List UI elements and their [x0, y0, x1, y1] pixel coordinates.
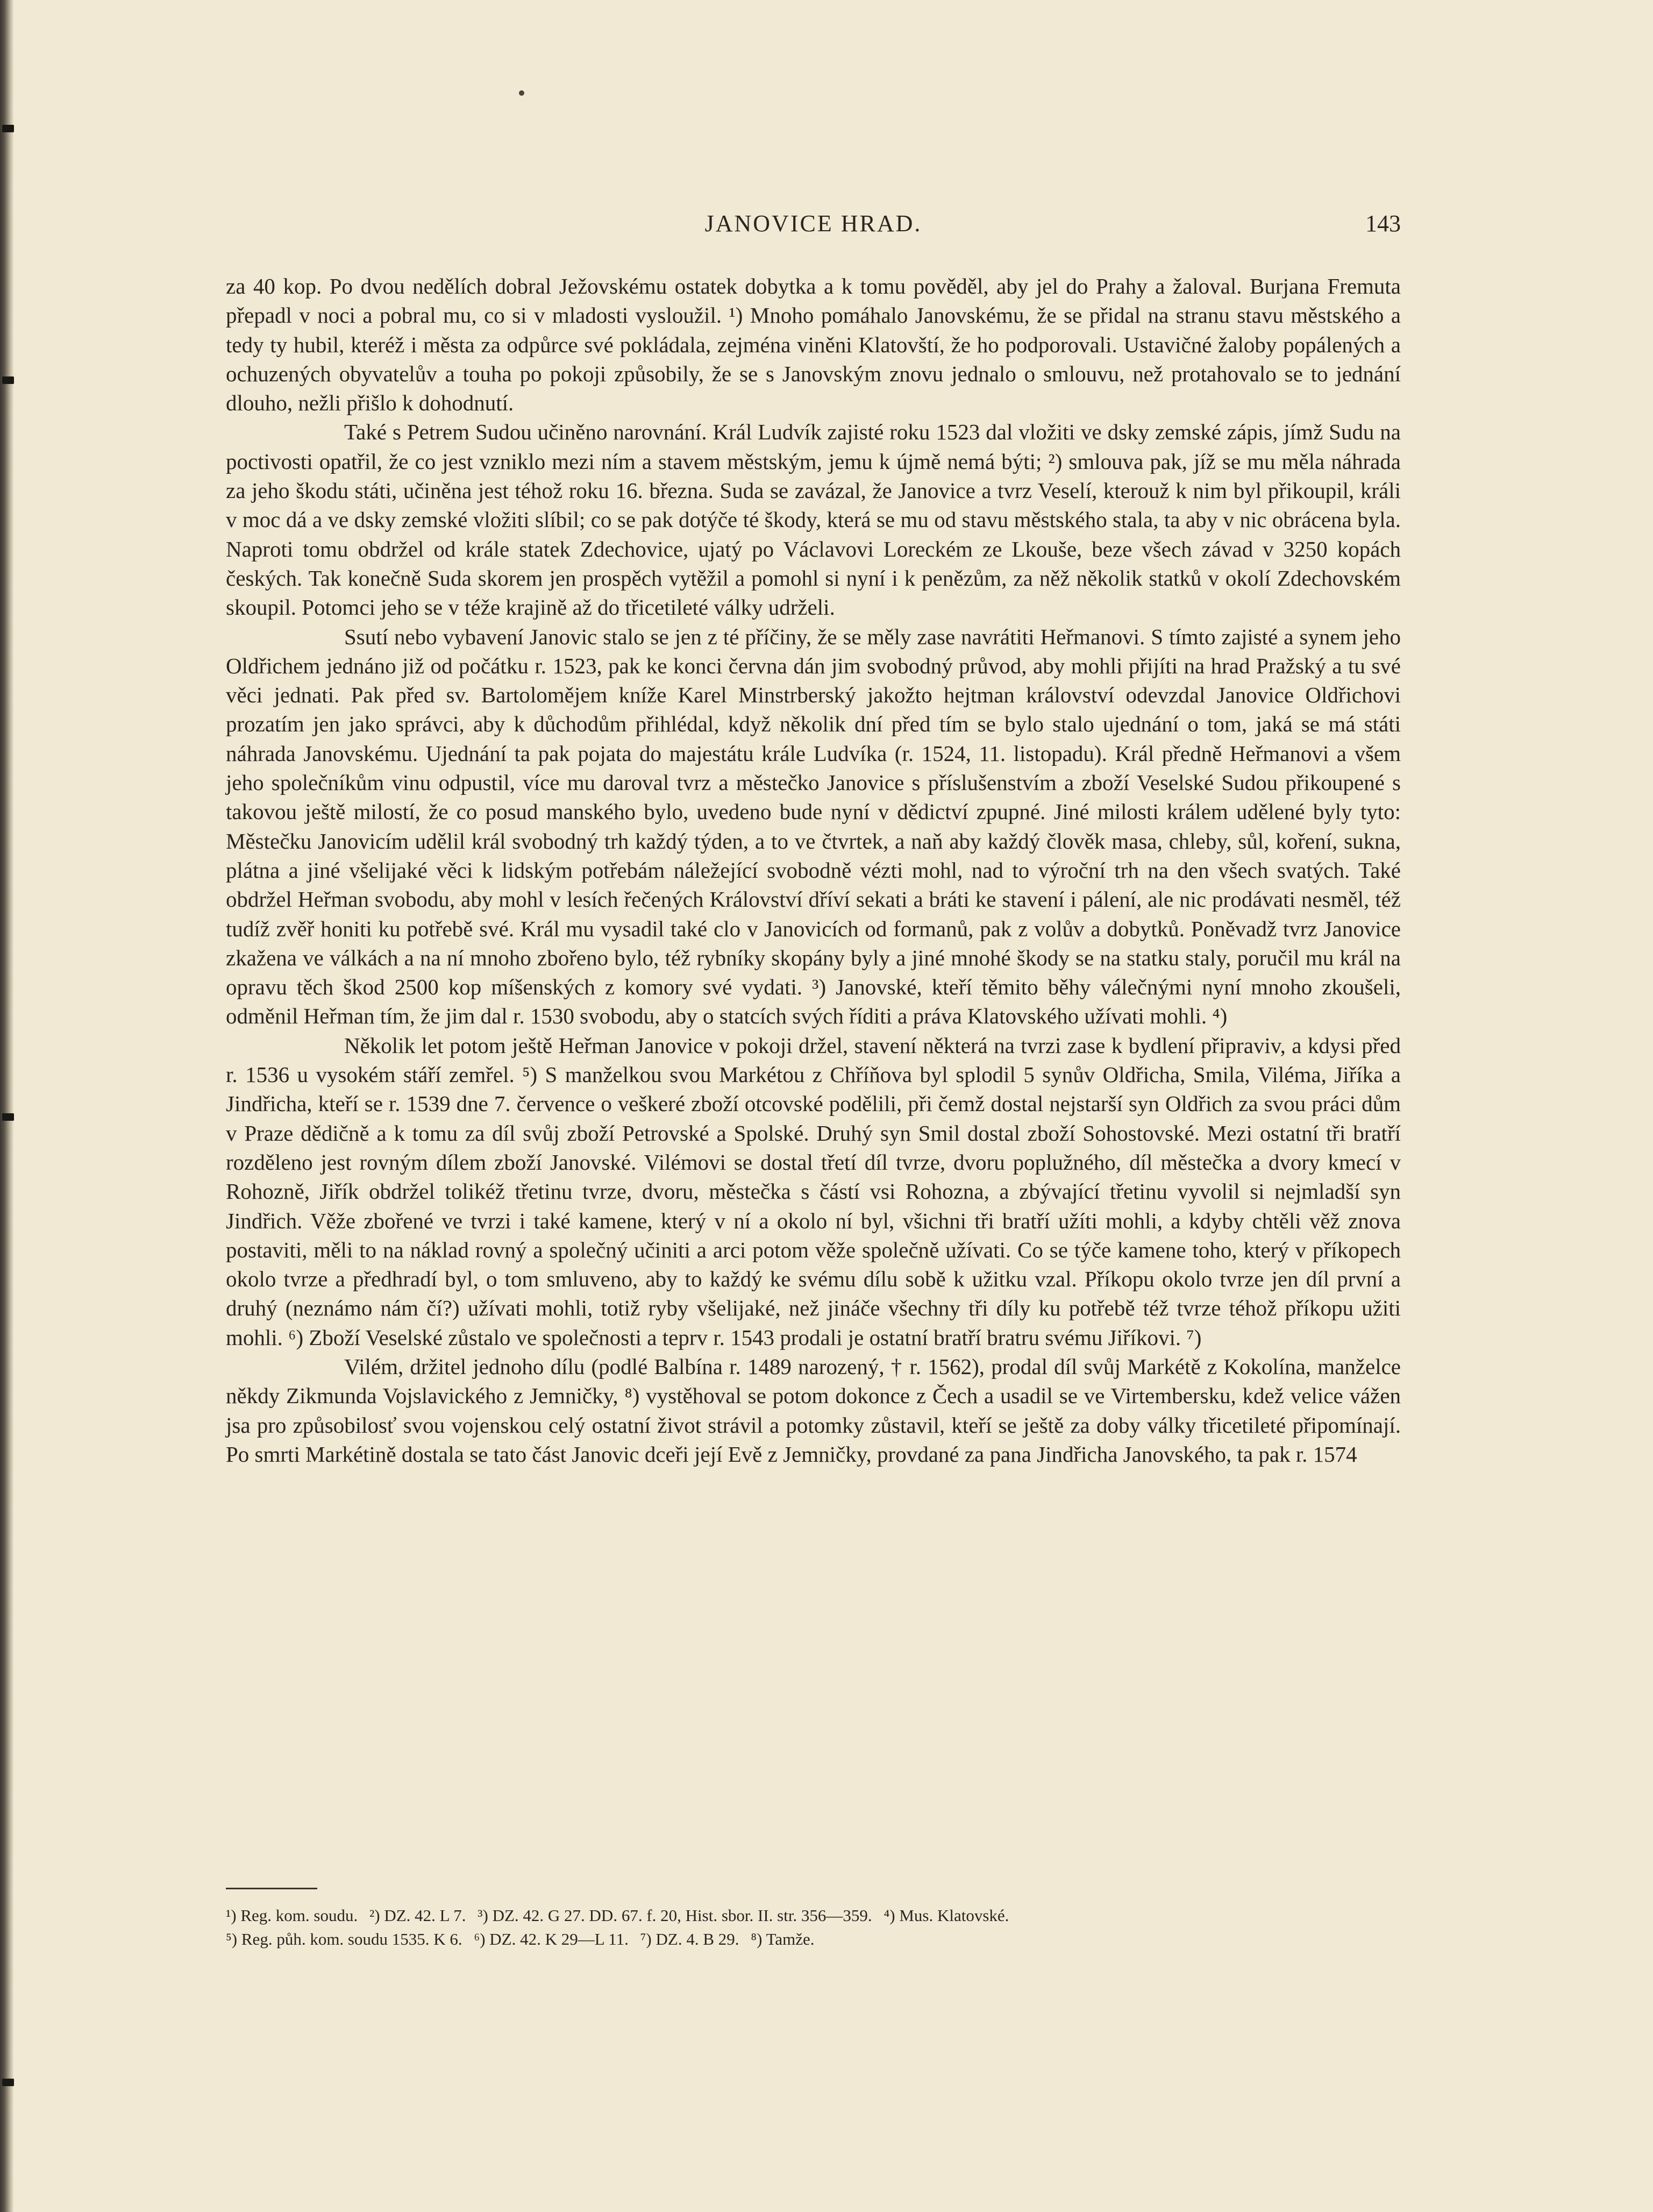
page-number: 143 [1365, 210, 1401, 237]
paragraph: Také s Petrem Sudou učiněno narovnání. Král Ludvík zajisté roku 1523 dal vložiti ve dsky zemské zápis, jímž Sudu na poctivosti opatřil, že co jest vzniklo mezi ním a stavem městským, jemu k újmě nemá býti; ²) smlouva pak, jíž se mu měla náhrada za jeho škodu státi, učiněna jest téhož roku 16. března. Suda se zavázal, že Janovice a tvrz Veselí, kterouž k nim byl přikoupil, králi v moc dá a ve dsky zemské vložiti slíbil; co se pak dotýče té škody, která se mu od stavu městského stala, ta aby v nic obrácena byla. Naproti tomu obdržel od krále statek Zdechovice, ujatý po Václavovi Loreckém ze Lkouše, beze všech závad v 3250 kopách českých. Tak konečně Suda skorem jen prospěch vytěžil a pomohl si nyní i k penězům, za něž několik statků v okolí Zdechovském skoupil. Potomci jeho se v téže krajině až do třicetileté války udrželi. [226, 419, 1401, 620]
paragraph: Ssutí nebo vybavení Janovic stalo se jen z té příčiny, že se měly zase navrátiti Heřmanovi. S tímto zajisté a synem jeho Oldřichem jednáno již od počátku r. 1523, pak ke konci června dán jim svobodný průvod, aby mohli přijíti na hrad Pražský a tu své věci jednati. Pak před sv. Bartolomějem kníže Karel Minstrberský jakožto hejtman království odevzdal Janovice Oldřichovi prozatím jen jako správci, aby k důchodům přihlédal, když několik dní před tím se bylo stalo ujednání o tom, jaká se má státi náhrada Janovskému. Ujednání ta pak pojata do majestátu krále Ludvíka (r. 1524, 11. listopadu). Král předně Heřmanovi a všem jeho společníkům vinu odpustil, více mu daroval tvrz a městečko Janovice s příslušenstvím a zboží Veselské Sudou přikoupené s takovou ještě milostí, že co posud manského bylo, uvedeno bude nyní v dědictví zpupné. Jiné milosti králem udělené byly tyto: Městečku Janovicím udělil král svobodný trh každý týden, a to ve čtvrtek, a naň aby každý člověk masa, chleby, sůl, koření, sukna, plátna a jiné všelijaké věci k lidským potřebám náležející svobodně vézti mohl, nad to výroční trh na den všech svatých. Také obdržel Heřman svobodu, aby mohl v lesích řečených Království dříví sekati a bráti ke stavení i pálení, ale nic prodávati nesměl, též tudíž zvěř honiti ku potřebě své. Král mu vysadil také clo v Janovicích od formanů, pak z volův a dobytků. Poněvadž tvrz Janovice zkažena ve válkách a na ní mnoho zbořeno bylo, též rybníky skopány byly a jiné mnohé škody se na statku staly, poručil mu král na opravu těch škod 2500 kop míšenských z komory své vydati. ³) Janovské, kteří těmito běhy válečnými nyní mnoho zkoušeli, odměnil Heřman tím, že jim dal r. 1530 svobodu, aby o statcích svých říditi a práva Klatovského užívati mohli. ⁴) [226, 624, 1401, 1029]
book-binding-edge [0, 0, 14, 2212]
edge-tab-mark [2, 376, 14, 384]
edge-tab-mark [2, 2079, 14, 2086]
footnotes [226, 1904, 1401, 1951]
footnote: ⁴) Mus. Klatovské. [884, 1906, 1009, 1925]
footnote: ²) DZ. 42. L 7. [369, 1906, 466, 1925]
footnote: ⁶) DZ. 42. K 29—L 11. [474, 1930, 629, 1948]
footnote: ⁵) Reg. půh. kom. soudu 1535. K 6. [226, 1930, 462, 1948]
footnote: ⁷) DZ. 4. B 29. [640, 1930, 739, 1948]
footnote-rule [226, 1888, 317, 1889]
body-text [226, 272, 1401, 1469]
running-title: JANOVICE HRAD. [704, 210, 922, 237]
footnote: ¹) Reg. kom. soudu. [226, 1906, 358, 1925]
paragraph: Vilém, držitel jednoho dílu (podlé Balbína r. 1489 narozený, † r. 1562), prodal díl svůj Markétě z Kokolína, manželce někdy Zikmunda Vojslavického z Jemničky, ⁸) vystěhoval se potom dokonce z Čech a usadil se ve Virtembersku, kdež velice vážen jsa pro způsobilosť svou vojenskou celý ostatní život strávil a potomky zůstavil, kteří se ještě za doby války třicetileté připomínají. Po smrti Markétině dostala se tato část Janovic dceři její Evě z Jemničky, provdané za pana Jindřicha Janovského, ta pak r. 1574 [226, 1354, 1401, 1467]
footnote: ⁸) Tamže. [751, 1930, 815, 1948]
paragraph: Několik let potom ještě Heřman Janovice v pokoji držel, stavení některá na tvrzi zase k bydlení připraviv, a kdysi před r. 1536 u vysokém stáří zemřel. ⁵) S manželkou svou Markétou z Chříňova byl splodil 5 synův Oldřicha, Smila, Viléma, Jiříka a Jindřicha, kteří se r. 1539 dne 7. července o veškeré zboží otcovské podělili, při čemž dostal nejstarší syn Oldřich za svou práci dům v Praze dědičně a k tomu za díl svůj zboží Petrovské a Spolské. Druhý syn Smil dostal zboží Sohostovské. Mezi ostatní tři bratří rozděleno jest rovným dílem zboží Janovské. Vilémovi se dostal třetí díl tvrze, dvoru poplužného, díl městečka a dvory kmecí v Rohozně, Jiřík obdržel tolikéž třetinu tvrze, dvoru, městečka s částí vsi Rohozna, a zbývající třetinu vyvolil si nejmladší syn Jindřich. Věže zbořené ve tvrzi i také kamene, který v ní a okolo ní byl, všichni tři bratří užíti mohli, a kdyby chtěli věž znova postaviti, měli to na náklad rovný a společný učiniti a arci potom věže společně užívati. Co se týče kamene toho, který v příkopech okolo tvrze a předhradí byl, o tom smluveno, aby to každý ke svému dílu sobě k užitku vzal. Příkopu okolo tvrze jen díl první a druhý (neznámo nám čí?) užívati mohli, totiž ryby všelijaké, než jináče všechny tři díly ku potřebě též tvrze téhož příkopu užiti mohli. ⁶) Zboží Veselské zůstalo ve společnosti a teprv r. 1543 prodali je ostatní bratří bratru svému Jiříkovi. ⁷) [226, 1033, 1401, 1350]
paragraph: za 40 kop. Po dvou nedělích dobral Ježovskému ostatek dobytka a k tomu pověděl, aby jel do Prahy a žaloval. Burjana Fremuta přepadl v noci a pobral mu, co si v mladosti vysloužil. ¹) Mnoho pomáhalo Janovskému, že se přidal na stranu stavu městského a tedy ty hubil, kteréž i města za odpůrce své pokládala, zejména viněni Klatovští, že ho podporovali. Ustavičné žaloby popálených a ochuzených obyvatelův a touha po pokoji způsobily, že se s Janovským znovu jednalo o smlouvu, než protahovalo se to jednání dlouho, nežli přišlo k dohodnutí. [226, 274, 1401, 416]
edge-tab-mark [2, 1113, 14, 1121]
footnote: ³) DZ. 42. G 27. DD. 67. f. 20, Hist. sbor. II. str. 356—359. [478, 1906, 872, 1925]
footnote-line [226, 1904, 1401, 1928]
page-header [226, 210, 1401, 242]
footnote-line [226, 1928, 1401, 1951]
edge-tab-mark [2, 125, 14, 132]
print-speck [519, 90, 524, 96]
